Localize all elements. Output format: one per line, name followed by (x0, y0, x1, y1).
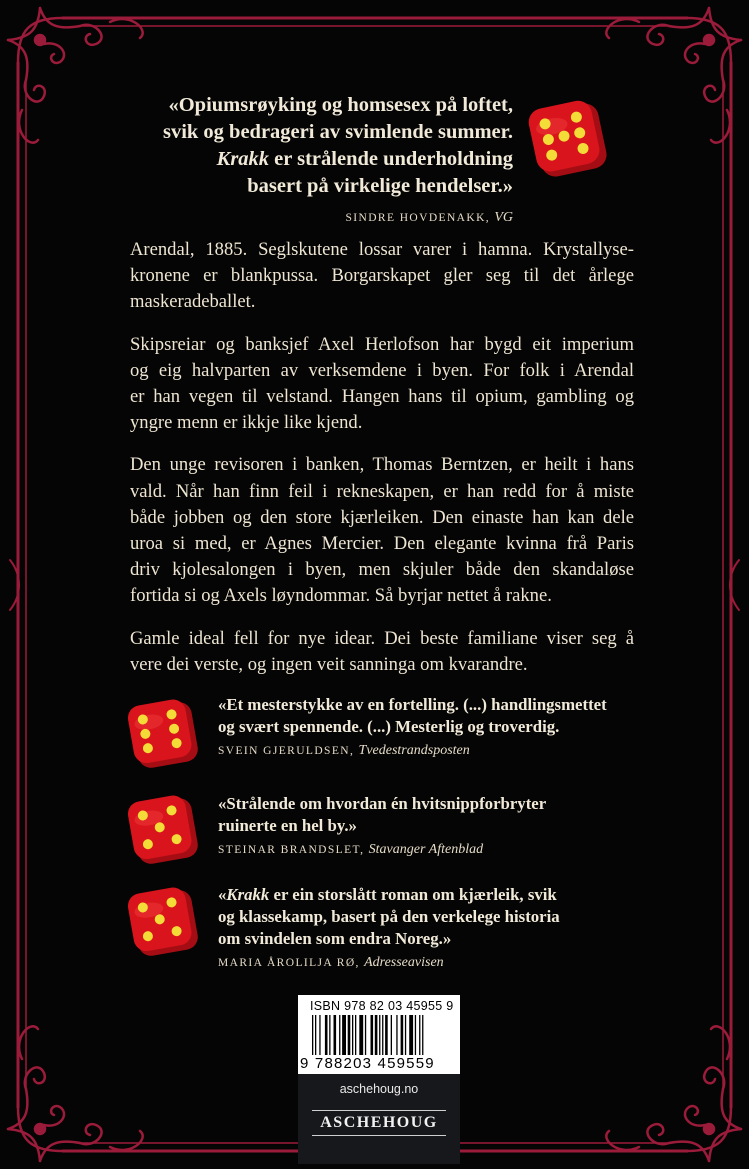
review-line: basert på virkelige hendelser.» (247, 175, 513, 197)
review-credit (218, 839, 638, 861)
review (218, 884, 638, 974)
review-credit (140, 204, 513, 232)
blurb-paragraph (130, 237, 634, 316)
text-line: kronene er blankpussa. Borgarskapet gler seg til det årlege (130, 265, 634, 287)
review-line (218, 884, 638, 906)
corner-flourish (8, 8, 143, 143)
text-line: Skipsreiar og banksjef Axel Herlofson har bygd eit imperium (130, 333, 634, 355)
text-line: Arendal, 1885. Seglskutene lossar varer i hamna. Krystallyse- (130, 239, 634, 260)
barcode-icon (312, 1015, 448, 1057)
review-line: og klassekamp, basert på den verkelege historia (218, 907, 560, 926)
blurb-paragraph (130, 626, 634, 678)
review-line: ruinerte en hel by.» (218, 816, 357, 835)
review-credit (218, 952, 638, 974)
critic-name: SINDRE HOVDENAKK, (345, 212, 491, 224)
ean-digits: 9 788203 459559 (300, 1055, 435, 1072)
featured-review (140, 92, 513, 232)
text-line: Den unge revisoren i banken, Thomas Berntzen, er heilt i hans (130, 454, 634, 476)
review-line: om svindelen som endra Noreg.» (218, 929, 452, 948)
text-line: vere dei verste, og ingen veit sanninga om kvarandre. (130, 653, 528, 675)
review-source: Stavanger Aftenblad (368, 842, 484, 857)
review-line: «Opiumsrøyking og homsesex på loftet, (168, 94, 513, 116)
dice-icon (124, 790, 206, 872)
dice-icon (525, 95, 615, 185)
review (218, 793, 638, 861)
text-line: fortida si og Axels løyndommar. Så byrjar nettet å rakne. (130, 585, 552, 607)
review-source: Adresseavisen (364, 955, 444, 970)
review-line: «Strålende om hvordan én hvitsnippforbryter (218, 794, 547, 813)
text-line: vald. Når han finn feil i rekneskapen, er han redd for å miste (130, 480, 634, 502)
review (218, 694, 638, 762)
critic-name: SVEIN GJERULDSEN, (218, 745, 355, 757)
book-title: Krakk (226, 885, 270, 904)
dice-icon (124, 694, 206, 776)
review-text: er strålende underholdning (269, 148, 513, 170)
blurb-paragraph (130, 452, 634, 609)
text-line: er han vegen til velstand. Hangen hans til opium, gambling og (130, 386, 634, 408)
text-line: uroa si med, er Agnes Mercier. Den elegante kvinna frå Paris (130, 533, 634, 555)
review-line: svik og bedrageri av svimlende summer. (162, 121, 513, 143)
book-title: Krakk (216, 148, 270, 170)
text-line: yngre menn er ikkje like kjend. (130, 412, 363, 434)
review-text: er ein storslått roman om kjærleik, svik (269, 885, 557, 904)
publisher-panel (298, 1074, 460, 1164)
review-credit (218, 740, 638, 762)
quote-mark: « (218, 885, 227, 904)
publisher-url: aschehoug.no (339, 1082, 419, 1096)
review-source: Tvedestrandsposten (358, 743, 470, 758)
publisher-logo: ASCHEHOUG (312, 1110, 446, 1136)
text-line: både jobben og den store kjærleiken. Den einaste han kan dele (130, 506, 634, 528)
dice-icon (124, 882, 206, 964)
review-source: VG (494, 210, 513, 225)
barcode-panel (298, 995, 460, 1074)
review-line (140, 146, 513, 173)
isbn-number: ISBN 978 82 03 45955 9 (310, 999, 454, 1013)
critic-name: STEINAR BRANDSLET, (218, 844, 365, 856)
text-line: maskeradeballet. (130, 291, 256, 313)
blurb (130, 237, 634, 694)
review-line: «Et mesterstykke av en fortelling. (...) handlingsmettet (218, 695, 607, 714)
blurb-paragraph (130, 332, 634, 437)
text-line: Gamle ideal fell for nye idear. Dei beste familiane viser seg å (130, 627, 634, 649)
text-line: driv kjolesalongen i byen, men skjuler både den skandaløse (130, 559, 634, 581)
review-line: og svært spennende. (...) Mesterlig og troverdig. (218, 717, 560, 736)
critic-name: MARIA ÅROLILJA RØ, (218, 957, 360, 969)
text-line: og eig halvparten av verksemdene i byen. For folk i Arendal (130, 359, 634, 381)
